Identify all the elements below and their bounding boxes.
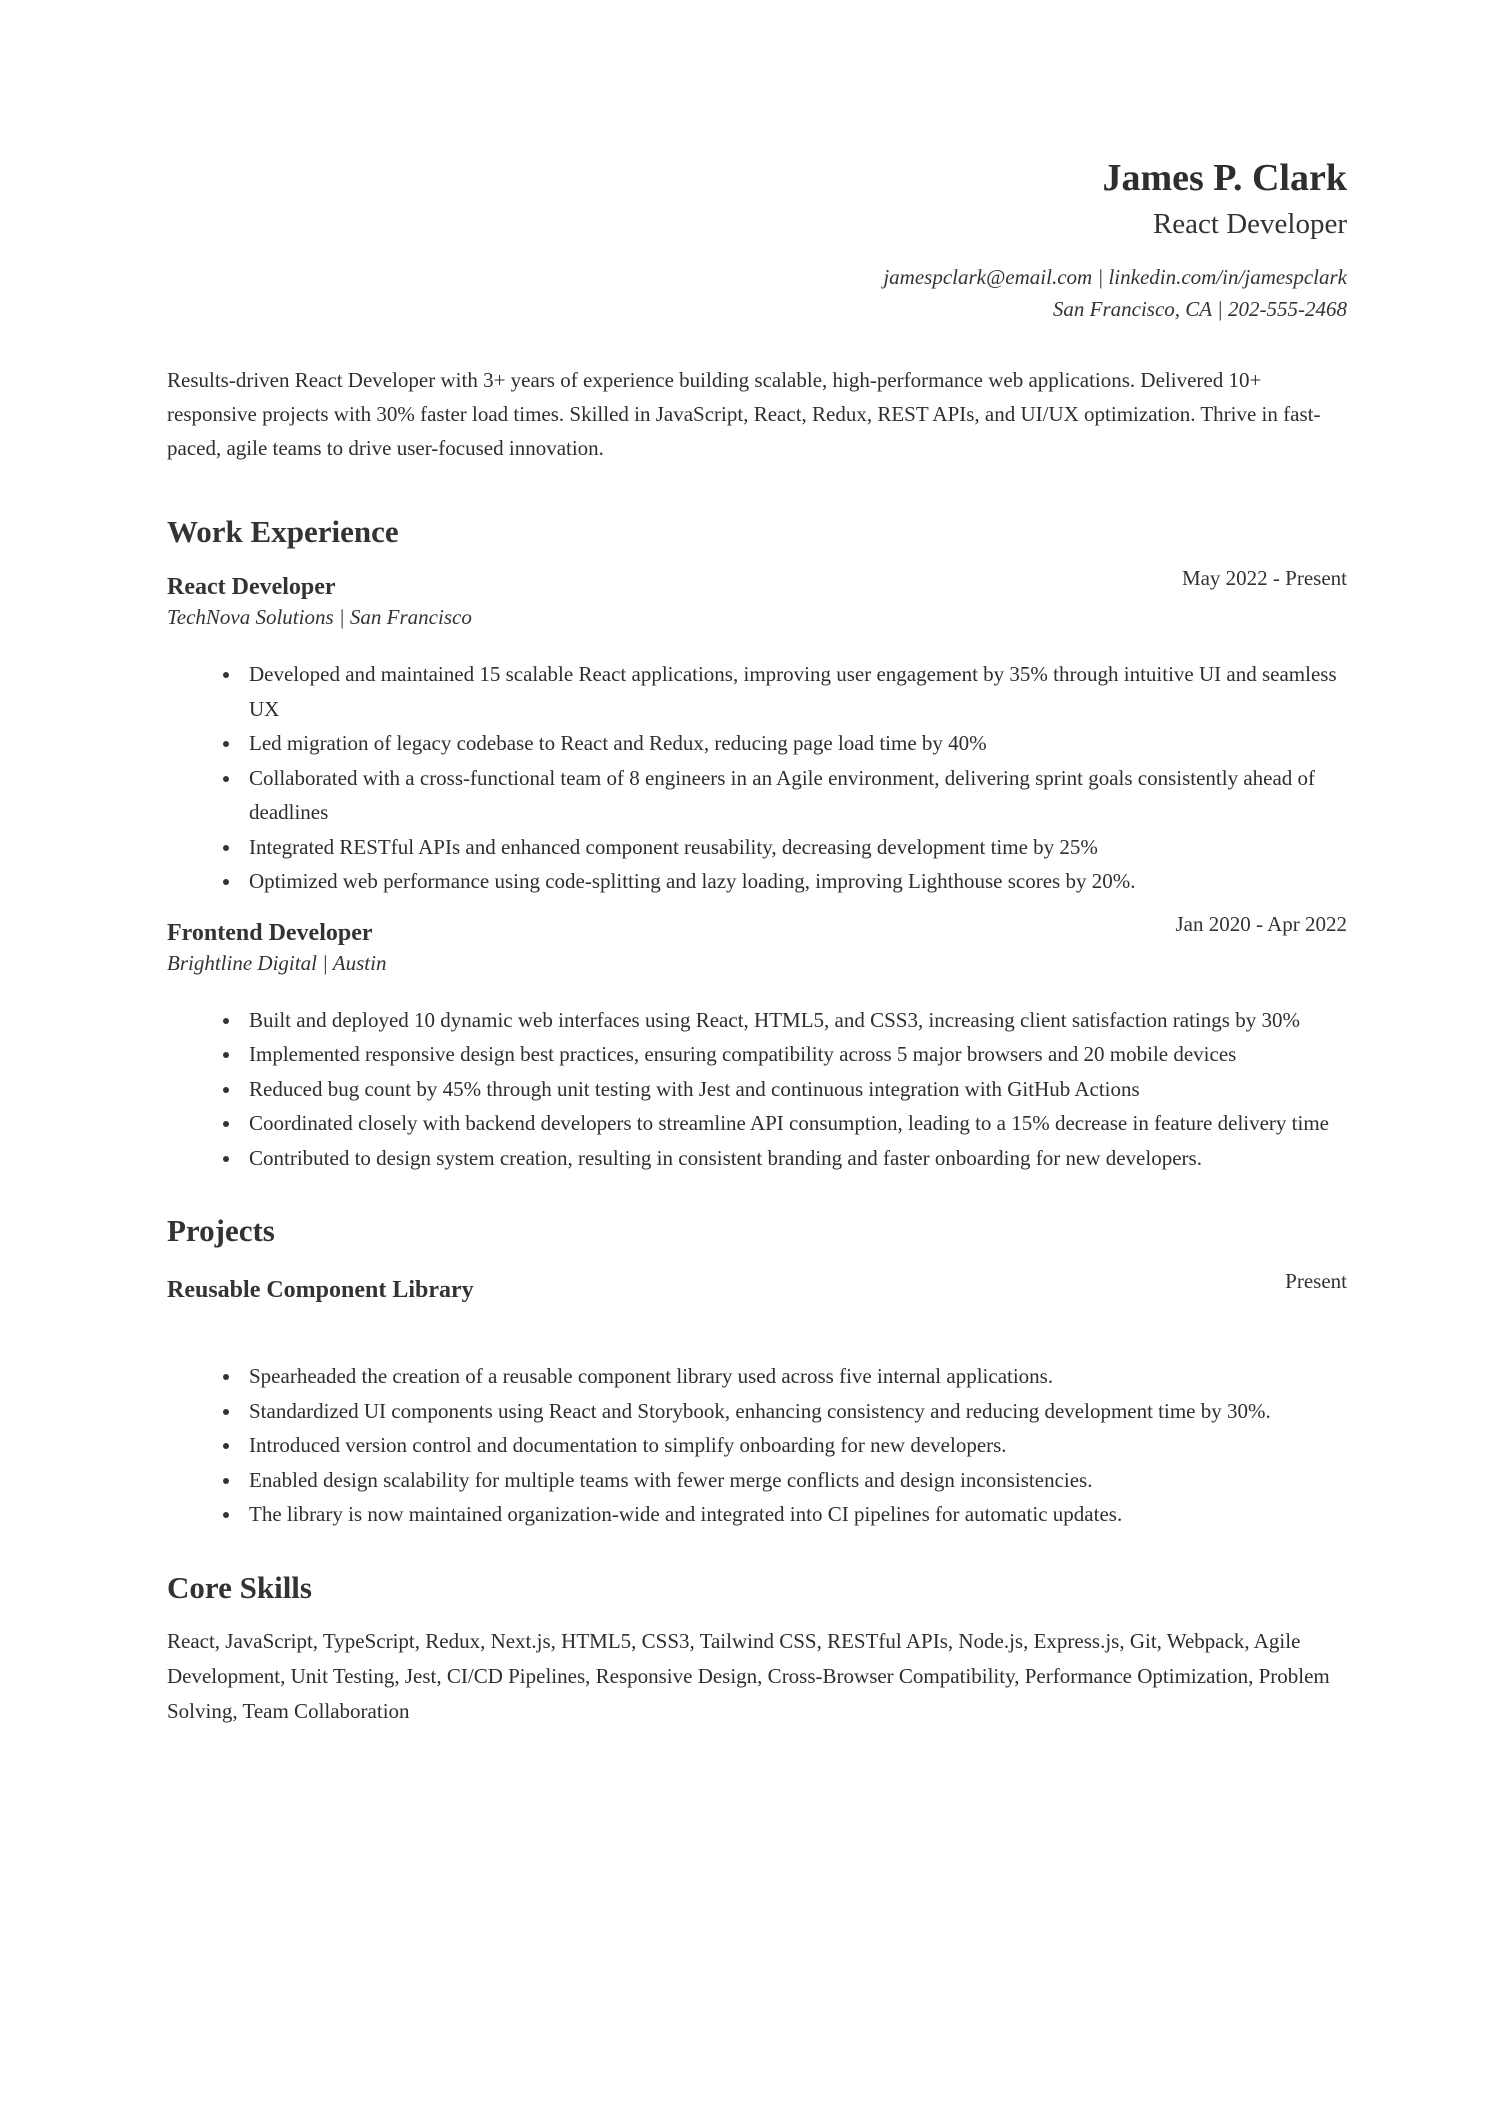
skills-list: React, JavaScript, TypeScript, Redux, Next.js, HTML5, CSS3, Tailwind CSS, RESTful APIs, Node.js, Express.js, Git, Webpack, Agile Development, Unit Testing, Jest, CI/CD Pipelines, Responsive Design, Cross-Browser Compatibility, Performance Optimization, Problem Solving, Team Collaboration [167, 1628, 1330, 1723]
bullet-item: Optimized web performance using code-splitting and lazy loading, improving Lighthouse scores by 20%. [249, 864, 1347, 899]
bullet-item: Contributed to design system creation, resulting in consistent branding and faster onboarding for new developers. [249, 1141, 1347, 1176]
bullet-item: Coordinated closely with backend developers to streamline API consumption, leading to a 15% decrease in feature delivery time [249, 1106, 1347, 1141]
project-title: Reusable Component Library [167, 1277, 474, 1303]
job-title: React Developer [167, 574, 336, 600]
job-dates: May 2022 - Present [1181, 566, 1347, 590]
section-title-core-skills: Core Skills [167, 1569, 312, 1605]
contact-line-location-phone: San Francisco, CA | 202-555-2468 [1052, 297, 1347, 321]
candidate-name: James P. Clark [1102, 157, 1347, 199]
job-title: Frontend Developer [167, 919, 373, 946]
section-title-work-experience: Work Experience [167, 514, 399, 549]
projects-section [167, 1211, 1347, 1532]
candidate-role: React Developer [1152, 208, 1347, 240]
resume-page [167, 155, 1347, 1729]
resume-header [167, 155, 1347, 325]
bullet-item: Standardized UI components using React and Storybook, enhancing consistency and reducing development time by 30%. [249, 1394, 1347, 1429]
contact-info [167, 261, 1347, 325]
bullet-item: Built and deployed 10 dynamic web interfaces using React, HTML5, and CSS3, increasing client satisfaction ratings by 30% [249, 1003, 1347, 1038]
bullet-item: Enabled design scalability for multiple teams with fewer merge conflicts and design inconsistencies. [249, 1463, 1347, 1498]
bullet-item: Spearheaded the creation of a reusable component library used across five internal applications. [249, 1359, 1347, 1394]
professional-summary: Results-driven React Developer with 3+ years of experience building scalable, high-performance web applications. Delivered 10+ responsive projects with 30% faster load times. Skilled in JavaScript, React, Redux, REST APIs, and UI/UX optimization. Thrive in fast-paced, agile teams to drive user-focused innovation. [167, 368, 1321, 460]
contact-line-email-linkedin: jamespclark@email.com | linkedin.com/in/jamespclark [883, 265, 1347, 289]
bullet-item: The library is now maintained organization-wide and integrated into CI pipelines for automatic updates. [249, 1497, 1347, 1532]
job-dates: Jan 2020 - Apr 2022 [1175, 911, 1347, 936]
section-title-projects: Projects [167, 1213, 275, 1248]
project-entry [167, 1269, 1347, 1532]
bullet-item: Introduced version control and documentation to simplify onboarding for new developers. [249, 1428, 1347, 1463]
work-experience-section [167, 512, 1347, 1175]
job-entry [167, 566, 1347, 899]
bullet-item: Collaborated with a cross-functional team of 8 engineers in an Agile environment, delivering sprint goals consistently ahead of deadlines [249, 761, 1347, 830]
job-company: TechNova Solutions | San Francisco [167, 605, 472, 629]
bullet-item: Developed and maintained 15 scalable React applications, improving user engagement by 35% through intuitive UI and seamless UX [249, 657, 1347, 726]
job-entry [167, 911, 1347, 1176]
bullet-item: Led migration of legacy codebase to React and Redux, reducing page load time by 40% [249, 726, 1347, 761]
project-dates: Present [1285, 1269, 1347, 1293]
bullet-item: Implemented responsive design best practices, ensuring compatibility across 5 major browsers and 20 mobile devices [249, 1037, 1347, 1072]
job-bullets [167, 657, 1347, 899]
project-bullets [167, 1359, 1347, 1532]
job-bullets [167, 1003, 1347, 1176]
job-company: Brightline Digital | Austin [167, 950, 387, 975]
bullet-item: Reduced bug count by 45% through unit testing with Jest and continuous integration with GitHub Actions [249, 1072, 1347, 1107]
core-skills-section [167, 1568, 1347, 1729]
bullet-item: Integrated RESTful APIs and enhanced component reusability, decreasing development time by 25% [249, 830, 1347, 865]
